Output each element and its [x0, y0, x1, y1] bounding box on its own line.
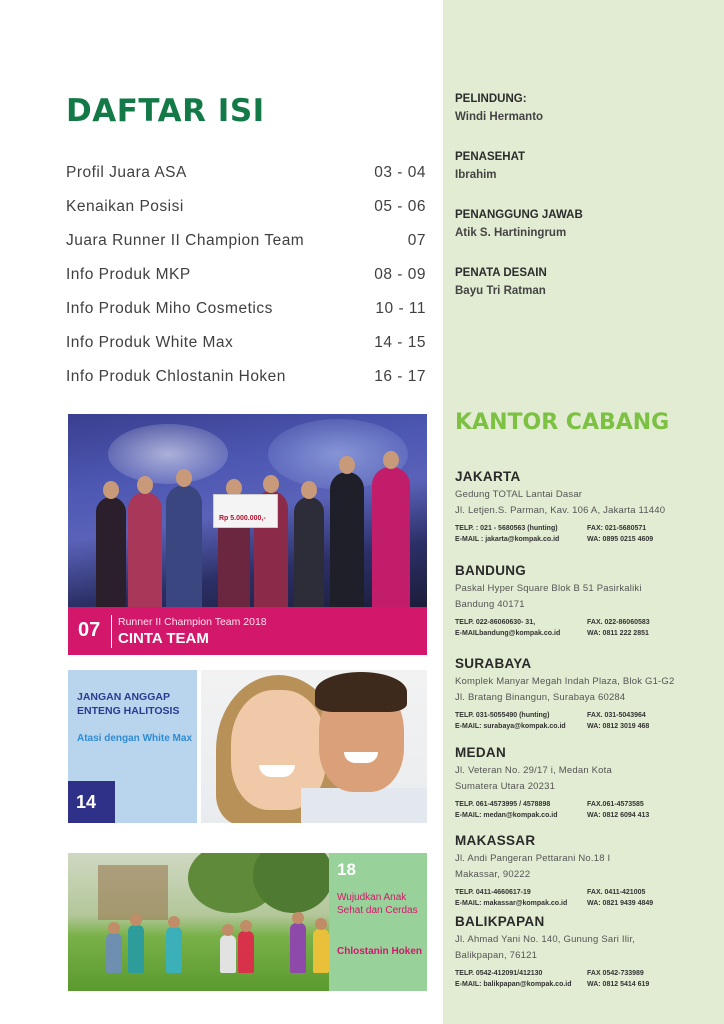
credit-role: PENASEHAT — [455, 151, 526, 163]
branch-office — [455, 914, 715, 992]
toc-item-pages: 16 - 17 — [374, 368, 426, 385]
branch-contact-row — [455, 619, 715, 630]
branch-address-line: Sumatera Utara 20231 — [455, 781, 556, 792]
child-figure — [220, 935, 236, 973]
feature-page-number: 07 — [78, 619, 101, 641]
champion-caption[interactable] — [68, 607, 427, 655]
branch-fax: FAX. 031-5043964 — [587, 712, 646, 719]
children-headline: Wujudkan Anak Sehat dan Cerdas — [337, 892, 418, 916]
branch-office — [455, 656, 715, 734]
person-figure — [330, 472, 364, 607]
toc-item[interactable] — [66, 230, 426, 264]
child-figure — [106, 933, 122, 973]
toc-list — [66, 162, 426, 400]
branch-address-line: Jl. Ahmad Yani No. 140, Gunung Sari Ilir, — [455, 934, 636, 945]
branch-contact-row — [455, 981, 715, 992]
branch-phone: TELP. 031-5055490 (hunting) — [455, 712, 550, 719]
toc-item[interactable] — [66, 366, 426, 400]
credit-role: PENANGGUNG JAWAB — [455, 209, 583, 221]
toc-item-label: Info Produk White Max — [66, 334, 234, 351]
credit-name: Atik S. Hartiningrum — [455, 227, 567, 239]
toc-item-pages: 07 — [407, 232, 426, 249]
branch-address-line: Jl. Letjen.S. Parman, Kav. 106 A, Jakarta 11440 — [455, 505, 666, 516]
branch-office — [455, 833, 715, 911]
toc-item-pages: 03 - 04 — [374, 164, 426, 181]
child-figure — [166, 927, 182, 973]
branch-contact-row — [455, 712, 715, 723]
playground — [98, 865, 168, 920]
toc-item-pages: 14 - 15 — [374, 334, 426, 351]
branch-email[interactable]: E-MAIL: makassar@kompak.co.id — [455, 900, 568, 907]
toc-item[interactable] — [66, 162, 426, 196]
toc-item-label: Juara Runner II Champion Team — [66, 232, 305, 249]
branch-address-line: Jl. Bratang Binangun, Surabaya 60284 — [455, 692, 626, 703]
branch-phone: TELP. 061-4573995 / 4578898 — [455, 801, 551, 808]
stage-light — [108, 424, 228, 484]
branch-contact-row — [455, 812, 715, 823]
toc-title: DAFTAR ISI — [66, 93, 265, 129]
branch-address-line: Komplek Manyar Megah Indah Plaza, Blok G1-G2 — [455, 676, 675, 687]
branch-phone: TELP. 0542-412091/412130 — [455, 970, 543, 977]
branch-offices-title: KANTOR CABANG — [455, 410, 670, 435]
child-figure — [290, 923, 306, 973]
feature-title: CINTA TEAM — [118, 630, 209, 647]
branch-whatsapp: WA: 0812 3019 468 — [587, 723, 650, 730]
branch-fax: FAX: 021-5680571 — [587, 525, 647, 532]
branch-email[interactable]: E-MAIL: medan@kompak.co.id — [455, 812, 558, 819]
branch-city: MAKASSAR — [455, 833, 536, 848]
halitosis-subline: Atasi dengan White Max — [77, 733, 193, 744]
children-running-photo[interactable] — [68, 853, 329, 991]
toc-item[interactable] — [66, 332, 426, 366]
branch-address-line: Jl. Andi Pangeran Pettarani No.18 I — [455, 853, 611, 864]
branch-fax: FAX. 0411-421005 — [587, 889, 646, 896]
credit-block — [455, 209, 583, 239]
branch-fax: FAX 0542-733989 — [587, 970, 644, 977]
credit-name: Windi Hermanto — [455, 111, 544, 123]
branch-contact-row — [455, 801, 715, 812]
branch-email[interactable]: E-MAIL: balikpapan@kompak.co.id — [455, 981, 572, 988]
branch-whatsapp: WA: 0812 6094 413 — [587, 812, 650, 819]
branch-email[interactable]: E-MAIL : jakarta@kompak.co.id — [455, 536, 560, 543]
man-hair — [315, 672, 407, 712]
tree — [253, 853, 329, 913]
prize-amount: Rp 5.000.000,- — [219, 515, 266, 522]
branch-address-line: Bandung 40171 — [455, 599, 525, 610]
credit-block — [455, 151, 525, 181]
child-figure — [313, 929, 329, 973]
toc-item[interactable] — [66, 298, 426, 332]
branch-contact-row — [455, 889, 715, 900]
branch-contact-row — [455, 723, 715, 734]
toc-item-pages: 05 - 06 — [374, 198, 426, 215]
man-shirt — [301, 788, 427, 823]
credit-role: PELINDUNG: — [455, 93, 527, 105]
toc-item[interactable] — [66, 196, 426, 230]
halitosis-headline: JANGAN ANGGAP ENTENG HALITOSIS — [77, 691, 180, 717]
branch-city: BALIKPAPAN — [455, 914, 545, 929]
branch-email[interactable]: E-MAILbandung@kompak.co.id — [455, 630, 561, 637]
child-figure — [128, 925, 144, 973]
branch-address-line: Balikpapan, 76121 — [455, 950, 538, 961]
toc-item-label: Profil Juara ASA — [66, 164, 187, 181]
branch-whatsapp: WA: 0812 5414 619 — [587, 981, 650, 988]
children-product: Chlostanin Hoken — [337, 946, 423, 957]
smiling-couple-photo[interactable] — [201, 670, 427, 823]
credit-block — [455, 93, 543, 123]
branch-whatsapp: WA: 0811 222 2851 — [587, 630, 649, 637]
toc-item-label: Kenaikan Posisi — [66, 198, 184, 215]
branch-address-line: Makassar, 90222 — [455, 869, 531, 880]
branch-city: BANDUNG — [455, 563, 527, 578]
branch-phone: TELP. 0411-4660617-19 — [455, 889, 531, 896]
branch-city: SURABAYA — [455, 656, 532, 671]
credit-role: PENATA DESAIN — [455, 267, 547, 279]
person-figure — [128, 492, 162, 607]
feature-subtitle: Runner II Champion Team 2018 — [118, 616, 267, 628]
credit-name: Bayu Tri Ratman — [455, 285, 546, 297]
branch-office — [455, 563, 715, 641]
toc-item-label: Info Produk Miho Cosmetics — [66, 300, 273, 317]
branch-phone: TELP. : 021 - 5680563 (hunting) — [455, 525, 558, 532]
branch-fax: FAX.061-4573585 — [587, 801, 644, 808]
credit-block — [455, 267, 547, 297]
person-figure — [372, 467, 410, 607]
branch-office — [455, 469, 715, 547]
branch-email[interactable]: E-MAIL: surabaya@kompak.co.id — [455, 723, 566, 730]
branch-address-line: Jl. Veteran No. 29/17 i, Medan Kota — [455, 765, 612, 776]
branch-contact-row — [455, 536, 715, 547]
branch-contact-row — [455, 630, 715, 641]
credit-name: Ibrahim — [455, 169, 497, 181]
person-figure — [166, 485, 202, 607]
branch-phone: TELP. 022-86060630- 31, — [455, 619, 536, 626]
toc-item-pages: 10 - 11 — [375, 300, 426, 317]
person-figure — [294, 497, 324, 607]
toc-item[interactable] — [66, 264, 426, 298]
branch-whatsapp: WA: 0821 9439 4849 — [587, 900, 654, 907]
children-teaser[interactable] — [329, 853, 427, 991]
caption-divider — [111, 615, 112, 648]
branch-office — [455, 745, 715, 823]
child-figure — [238, 931, 254, 973]
branch-contact-row — [455, 525, 715, 536]
person-figure — [96, 497, 126, 607]
toc-item-label: Info Produk MKP — [66, 266, 191, 283]
prize-check-board — [213, 494, 278, 528]
branch-address-line: Gedung TOTAL Lantai Dasar — [455, 489, 583, 500]
branch-city: JAKARTA — [455, 469, 521, 484]
branch-contact-row — [455, 970, 715, 981]
feature-page-number: 18 — [337, 860, 356, 879]
branch-city: MEDAN — [455, 745, 506, 760]
branch-whatsapp: WA: 0895 0215 4609 — [587, 536, 654, 543]
branch-address-line: Paskal Hyper Square Blok B 51 Pasirkaliki — [455, 583, 642, 594]
champion-team-photo[interactable] — [68, 414, 427, 607]
toc-item-pages: 08 - 09 — [374, 266, 426, 283]
toc-item-label: Info Produk Chlostanin Hoken — [66, 368, 286, 385]
feature-page-number: 14 — [68, 781, 115, 823]
branch-fax: FAX. 022-86060583 — [587, 619, 650, 626]
branch-contact-row — [455, 900, 715, 911]
